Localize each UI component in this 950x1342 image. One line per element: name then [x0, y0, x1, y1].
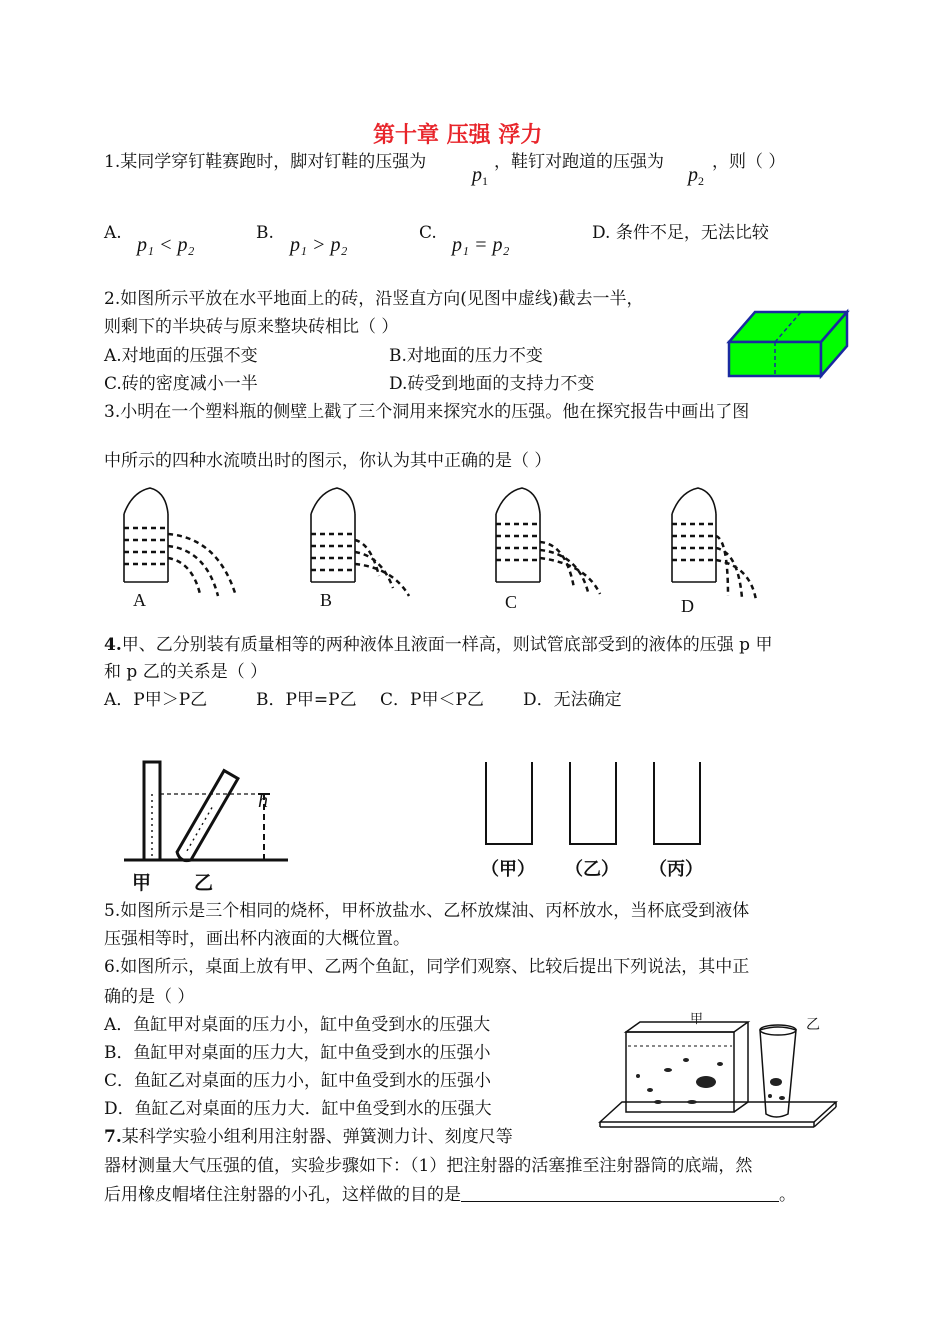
height-mark-h: h [258, 790, 268, 812]
q1-option-d: D. 条件不足，无法比较 [592, 223, 769, 243]
tank-label-jia: 甲 [690, 1012, 704, 1027]
beaker-label-bing: （丙） [649, 859, 703, 880]
tank-label-yi: 乙 [806, 1017, 820, 1033]
q7-line2: 器材测量大气压强的值，实验步骤如下：（1）把注射器的活塞推至注射器筒的底端，然 [104, 1156, 753, 1176]
page-title: 第十章 压强 浮力 [373, 122, 543, 148]
q2-option-a: A.对地面的压强不变 [104, 346, 258, 366]
q7-line1: 7.某科学实验小组利用注射器、弹簧测力计、刻度尺等 [104, 1127, 513, 1147]
brick-figure [725, 308, 851, 380]
q1-text-b: ，鞋钉对跑道的压强为 [494, 152, 664, 172]
q4-line1: 4.甲、乙分别装有质量相等的两种液体且液面一样高，则试管底部受到的液体的压强 p 甲 [104, 635, 773, 655]
q4-line2: 和 p 乙的关系是（ ） [104, 662, 268, 682]
q4-option-a: A．P甲＞P乙 [104, 690, 208, 710]
q1-option-b-label: B. [256, 223, 274, 243]
q6-line2: 确的是（ ） [104, 987, 195, 1007]
bottle-label-b: B [320, 590, 333, 610]
q7-answer-blank[interactable] [461, 1185, 779, 1202]
q2-line2: 则剩下的半块砖与原来整块砖相比（ ） [104, 317, 399, 337]
q6-option-c: C．鱼缸乙对桌面的压力小，缸中鱼受到水的压强小 [104, 1071, 492, 1091]
q7-line3-text: 后用橡皮帽堵住注射器的小孔，这样做的目的是 [104, 1185, 461, 1205]
tube-label-yi: 乙 [194, 872, 214, 894]
q2-option-b: B.对地面的压力不变 [389, 346, 543, 366]
q1-text-c: ，则（ ） [712, 152, 786, 172]
q4-option-d: D．无法确定 [523, 690, 622, 710]
bottle-label-c: C [505, 592, 518, 612]
q1-option-a-expr: p₁ < p₂ [137, 234, 195, 256]
tube-label-jia: 甲 [132, 872, 152, 894]
q1-option-c-label: C. [419, 223, 437, 243]
q6-option-d: D．鱼缸乙对桌面的压力大．缸中鱼受到水的压强大 [104, 1099, 492, 1119]
q3-line2: 中所示的四种水流喷出时的图示，你认为其中正确的是（ ） [104, 451, 552, 471]
q1-option-c-expr: p₁ = p₂ [452, 234, 510, 256]
q6-option-a: A．鱼缸甲对桌面的压力小，缸中鱼受到水的压强大 [104, 1015, 491, 1035]
bottle-label-a: A [133, 590, 146, 610]
q2-line1: 2.如图所示平放在水平地面上的砖，沿竖直方向(见图中虚线)截去一半， [104, 289, 644, 309]
q1-option-b-expr: p₁ > p₂ [290, 234, 348, 256]
q1-p1-symbol: $p_1$ [472, 164, 488, 188]
q6-option-b: B．鱼缸甲对桌面的压力大，缸中鱼受到水的压强小 [104, 1043, 491, 1063]
bottle-figure-d [666, 484, 796, 614]
q5-line2: 压强相等时，画出杯内液面的大概位置。 [104, 929, 410, 949]
q3-line1: 3.小明在一个塑料瓶的侧壁上戳了三个洞用来探究水的压强。他在探究报告中画出了图 [104, 402, 750, 422]
bottle-label-d: D [681, 596, 694, 612]
q5-line1: 5.如图所示是三个相同的烧杯，甲杯放盐水、乙杯放煤油、丙杯放水，当杯底受到液体 [104, 901, 750, 921]
fish-tank-figure [598, 1010, 838, 1130]
beakers-figure [484, 758, 706, 848]
q1-text-a: 1.某同学穿钉鞋赛跑时，脚对钉鞋的压强为 [104, 152, 427, 172]
q6-line1: 6.如图所示，桌面上放有甲、乙两个鱼缸，同学们观察、比较后提出下列说法，其中正 [104, 957, 750, 977]
q2-option-d: D.砖受到地面的支持力不变 [389, 374, 595, 394]
q4-option-b: B．P甲=P乙 [256, 690, 357, 710]
beaker-label-yi: （乙） [565, 859, 619, 880]
q7-line3 [104, 1184, 796, 1206]
q2-option-c: C.砖的密度减小一半 [104, 374, 258, 394]
q4-option-c: C．P甲＜P乙 [380, 690, 484, 710]
beaker-label-jia: （甲） [481, 859, 535, 880]
q1-option-a-label: A. [104, 223, 122, 243]
q7-line3-end: 。 [779, 1185, 796, 1205]
q1-p2-symbol: $p_2$ [688, 164, 704, 188]
